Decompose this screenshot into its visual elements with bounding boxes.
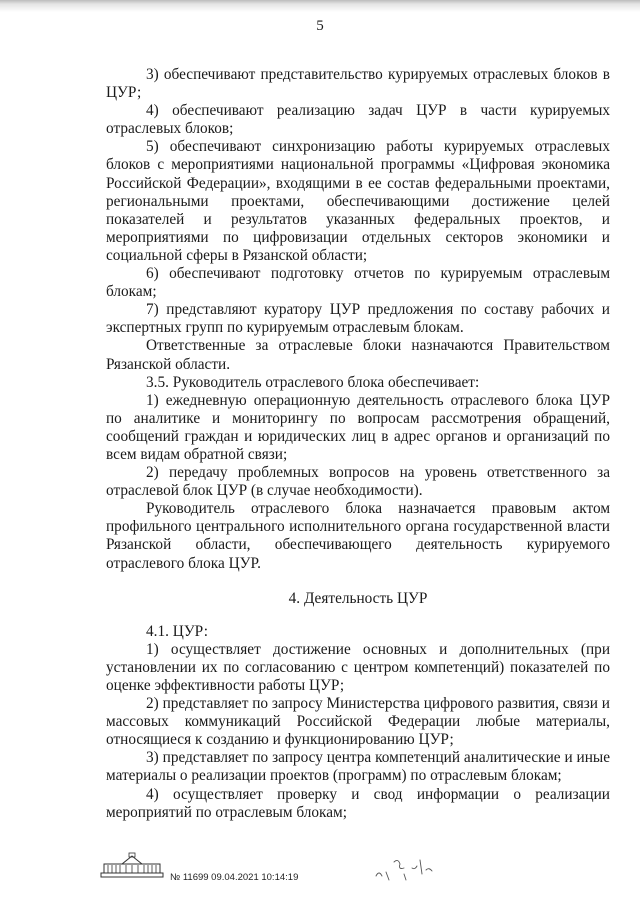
paragraph: 2) представляет по запросу Министерства цифрового развития, связи и массовых коммуникаций Российской Федерации любые материалы, относящиеся к созданию и функционированию ЦУР;: [106, 695, 610, 749]
paragraph: 3) представляет по запросу центра компетенций аналитические и иные материалы о реализации проектов (программ) по отраслевым блокам;: [106, 749, 610, 785]
paragraph: Руководитель отраслевого блока назначается правовым актом профильного центрального исполнительного органа государственной власти Рязанской области, обеспечивающего деятельность курируемого отраслевого блока ЦУР.: [106, 500, 610, 572]
paragraph: 7) представляют куратору ЦУР предложения по составу рабочих и экспертных групп по курируемым отраслевым блокам.: [106, 301, 610, 337]
paragraph: 4.1. ЦУР:: [146, 622, 208, 640]
paragraph: 2) передачу проблемных вопросов на уровень ответственного за отраслевой блок ЦУР (в случае необходимости).: [106, 464, 610, 500]
paragraph: 5) обеспечивают синхронизацию работы курируемых отраслевых блоков с мероприятиями национальной программы «Цифровая экономика Российской Федерации», входящими в ее состав федеральными проектами, региональными проектами, обеспечивающими достижение целей показателей и результатов указанных федеральных проектов, и мероприятиями по цифровизации отдельных секторов экономики и социальной сферы в Рязанской области;: [106, 138, 610, 264]
document-footer: [100, 852, 520, 883]
paragraph: 4) обеспечивают реализацию задач ЦУР в части курируемых отраслевых блоков;: [106, 102, 610, 138]
paragraph: 1) осуществляет достижение основных и дополнительных (при установлении их по согласованию с центром компетенций) показателей по оценке эффективности работы ЦУР;: [106, 640, 610, 694]
government-building-icon: [100, 852, 164, 878]
paragraph: Ответственные за отраслевые блоки назначаются Правительством Рязанской области.: [106, 337, 610, 373]
paragraph: 4) осуществляет проверку и свод информации о реализации мероприятий по отраслевым блокам;: [106, 785, 610, 821]
paragraph: 6) обеспечивают подготовку отчетов по курируемым отраслевым блокам;: [106, 265, 610, 301]
scan-edge-shadow: [0, 0, 640, 14]
page-number: 5: [316, 18, 324, 34]
document-body: [106, 66, 610, 822]
signature-marks-icon: [368, 848, 438, 884]
paragraph: 3) обеспечивают представительство курируемых отраслевых блоков в ЦУР;: [106, 66, 610, 102]
paragraph: 1) ежедневную операционную деятельность отраслевого блока ЦУР по аналитике и мониторингу по вопросам рассмотрения обращений, сообщений граждан и юридических лиц в адрес органов и организаций по всем видам обратной связи;: [106, 391, 610, 463]
registration-number: № 11699 09.04.2021 10:14:19: [170, 872, 299, 883]
section-heading: 4. Деятельность ЦУР: [288, 589, 428, 607]
paragraph: 3.5. Руководитель отраслевого блока обеспечивает:: [146, 373, 480, 391]
